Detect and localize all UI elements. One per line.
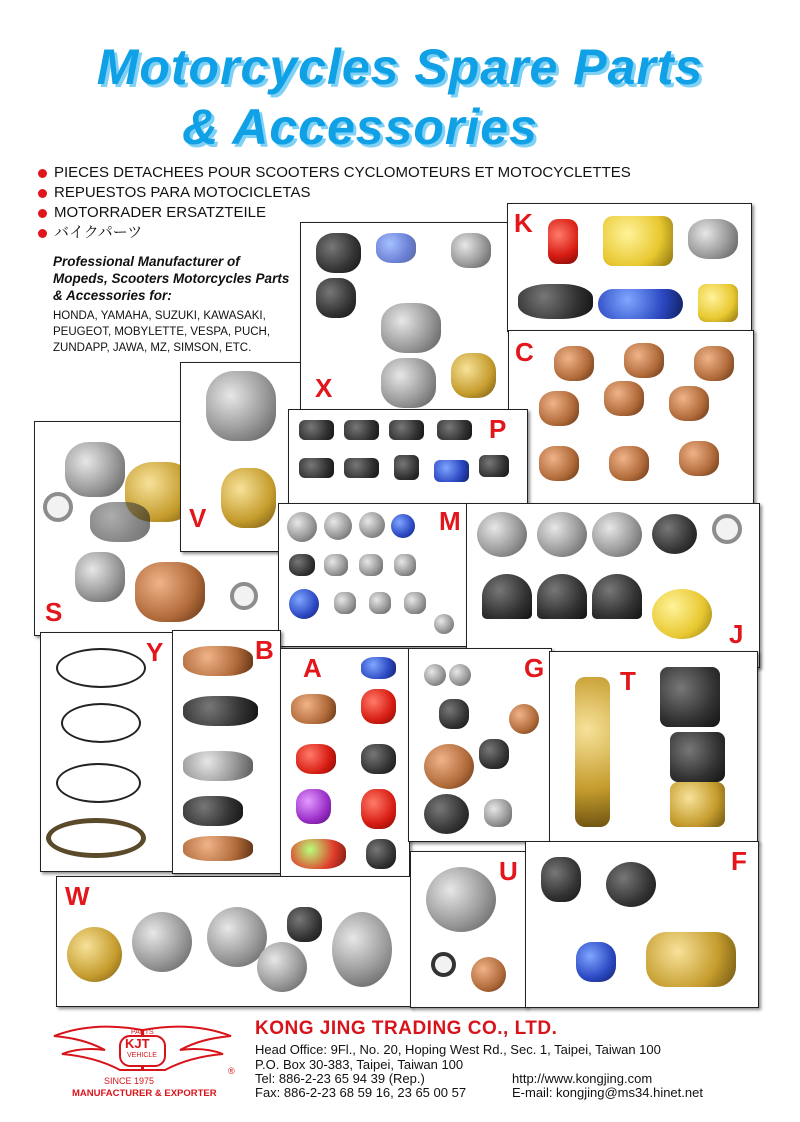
carburetor-image [221, 468, 276, 528]
panel-letter: K [514, 208, 533, 238]
brake-disc-image [132, 912, 192, 972]
language-item: MOTORRADER ERSATZTEILE [38, 203, 631, 223]
needle-bearing-image [359, 554, 383, 576]
caliper-image [287, 907, 322, 942]
language-item: バイクパーツ [38, 223, 631, 243]
panel-c-crankshafts [508, 330, 754, 504]
brake-shoe-image [537, 574, 587, 619]
panel-t-shocks [549, 651, 758, 843]
bullet-icon [38, 189, 47, 198]
gear-image [484, 799, 512, 827]
front-fork-image [670, 782, 725, 827]
manufacturer-tagline: Professional Manufacturer of Mopeds, Scooters Motorcycles Parts & Accessories for: [53, 254, 290, 303]
bullet-icon [38, 209, 47, 218]
crankshaft-image [679, 441, 719, 476]
brake-pad-image [479, 455, 509, 477]
bearing-image [359, 512, 385, 538]
clutch-image [592, 512, 642, 557]
gear-image [509, 704, 539, 734]
air-filter-image [548, 219, 578, 264]
stator-image [606, 862, 656, 907]
company-name: KONG JING TRADING CO., LTD. [255, 1018, 558, 1039]
brake-disc-image [67, 927, 122, 982]
filter-element-image [598, 289, 683, 319]
brake-shoe-image [482, 574, 532, 619]
shock-absorber-image [575, 677, 610, 827]
telephone: Tel: 886-2-23 65 94 39 (Rep.) [255, 1071, 425, 1086]
crankshaft-image [694, 346, 734, 381]
gasket-ring-image [431, 952, 456, 977]
cable-image [61, 703, 141, 743]
needle-bearing-image [324, 554, 348, 576]
logo-vehicle-text: VEHICLE [127, 1052, 157, 1059]
panel-g-gears [408, 648, 552, 842]
filter-foam-image [698, 284, 738, 322]
crankshaft-image [669, 386, 709, 421]
piston-ring-image [230, 582, 258, 610]
email-link[interactable]: E-mail: kongjing@ms34.hinet.net [512, 1085, 703, 1100]
brake-pad-image [389, 420, 424, 440]
kickstart-gear-image [439, 699, 469, 729]
cylinder-head-image [65, 442, 125, 497]
fender-image [296, 744, 336, 774]
front-fork-image [660, 667, 720, 727]
exhaust-image [183, 751, 253, 781]
bearing-image [434, 614, 454, 634]
bearing-image [324, 512, 352, 540]
brake-pad-image [344, 420, 379, 440]
reed-block-image [451, 233, 491, 268]
panel-letter: M [439, 506, 461, 536]
gear-image [424, 794, 469, 834]
panel-f-electrical [525, 841, 759, 1008]
brake-disc-image [257, 942, 307, 992]
panel-w-brake-discs [56, 876, 412, 1007]
ignition-coil-image [576, 942, 616, 982]
drive-belt-image [46, 818, 146, 858]
panel-letter: T [620, 666, 636, 696]
since-text: SINCE 1975 [104, 1076, 155, 1086]
bearing-image [391, 514, 415, 538]
panel-a-lights-covers [280, 648, 410, 878]
page-title-line-2: & Accessories [182, 99, 538, 155]
crankshaft-image [539, 446, 579, 481]
panel-letter: P [489, 414, 507, 444]
reed-block-image [451, 353, 496, 398]
cdi-unit-image [541, 857, 581, 902]
panel-letter: V [189, 503, 207, 533]
crankshaft-image [624, 343, 664, 378]
cable-image [56, 648, 146, 688]
panel-x-reed-valves [300, 222, 509, 417]
fax: Fax: 886-2-23 68 59 16, 23 65 00 57 [255, 1085, 467, 1100]
panel-letter: S [45, 597, 63, 627]
diaphragm-image [471, 957, 506, 992]
brake-pad-image [299, 420, 334, 440]
clutch-image [537, 512, 587, 557]
air-box-image [518, 284, 593, 319]
bearing-image [334, 592, 356, 614]
gear-image [479, 739, 509, 769]
exhaust-image [183, 646, 253, 676]
brand-list: HONDA, YAMAHA, SUZUKI, KAWASAKI, PEUGEOT, MOBYLETTE, VESPA, PUCH, ZUNDAPP, JAWA, MZ, SIMSON, ETC. [53, 310, 271, 354]
needle-bearing-image [394, 554, 416, 576]
brake-shoe-image [592, 574, 642, 619]
language-item: PIECES DETACHEES POUR SCOOTERS CYCLOMOTEURS ET MOTOCYCLETTES [38, 163, 631, 183]
fan-cover-image [291, 839, 346, 869]
logo-kjt-text: KJT [125, 1036, 150, 1051]
headlight-image [361, 744, 396, 774]
turn-signal-image [291, 694, 336, 724]
clutch-bell-image [652, 514, 697, 554]
cover-image [296, 789, 331, 824]
clutch-image [477, 512, 527, 557]
panel-letter: C [515, 337, 534, 367]
clutch-spring-image [712, 514, 742, 544]
logo-parts-text: PARTS [131, 1029, 154, 1036]
panel-m-bearings [278, 503, 468, 647]
bullet-icon [38, 229, 47, 238]
headlight-image [366, 839, 396, 869]
exhaust-image [183, 836, 253, 861]
gear-image [424, 664, 446, 686]
filter-housing-image [688, 219, 738, 259]
cylinder-kit-image [135, 562, 205, 622]
panel-letter: B [255, 635, 274, 665]
carburetor-image [206, 371, 276, 441]
bullet-icon [38, 169, 47, 178]
piston-ring-image [43, 492, 73, 522]
reed-valve-image [316, 233, 361, 273]
crankshaft-image [604, 381, 644, 416]
cable-image [56, 763, 141, 803]
panel-letter: W [65, 881, 90, 911]
reed-block-image [381, 303, 441, 353]
bearing-image [287, 512, 317, 542]
website-link[interactable]: http://www.kongjing.com [512, 1071, 653, 1086]
exhaust-image [183, 796, 243, 826]
reed-gasket-image [381, 358, 436, 408]
intake-manifold-image [316, 278, 356, 318]
panel-letter: Y [146, 637, 164, 667]
panel-k-air-filters [507, 203, 752, 332]
crankshaft-image [609, 446, 649, 481]
filter-foam-image [603, 216, 673, 266]
variator-image [652, 589, 712, 639]
bearing-image [404, 592, 426, 614]
headlight-cover-image [361, 789, 396, 829]
panel-j-clutch [466, 503, 760, 668]
panel-letter: X [315, 373, 333, 403]
brake-pad-image [344, 458, 379, 478]
brake-pad-image [299, 458, 334, 478]
panel-letter: G [524, 653, 545, 683]
needle-bearing-image [289, 554, 315, 576]
manufacturer-exporter-text: MANUFACTURER & EXPORTER [72, 1088, 217, 1099]
crankshaft-image [554, 346, 594, 381]
panel-letter: J [729, 619, 744, 649]
headlight-image [361, 657, 396, 679]
panel-letter: A [303, 653, 322, 683]
exhaust-image [183, 696, 258, 726]
po-box-address: P.O. Box 30-383, Taipei, Taiwan 100 [255, 1057, 464, 1072]
panel-letter: F [731, 846, 747, 876]
panel-p-brake-pads [288, 409, 528, 504]
panel-b-exhausts [172, 630, 281, 874]
gasket-image [90, 502, 150, 542]
panel-y-cables-belts [40, 632, 174, 872]
fuel-pump-image [426, 867, 496, 932]
panel-letter: U [499, 856, 518, 886]
front-fork-image [670, 732, 725, 782]
registered-mark: ® [228, 1066, 235, 1076]
page-title-line-1: Motorcycles Spare Parts [96, 39, 704, 95]
gear-image [424, 744, 474, 789]
headlight-cover-image [361, 689, 396, 724]
crankshaft-image [539, 391, 579, 426]
language-item: REPUESTOS PARA MOTOCICLETAS [38, 183, 631, 203]
brake-pad-image [437, 420, 472, 440]
brake-pad-image [434, 460, 469, 482]
panel-u-fuel-pumps [410, 851, 527, 1008]
gear-image [449, 664, 471, 686]
starter-motor-image [646, 932, 736, 987]
gasket-image [376, 233, 416, 263]
bearing-image [289, 589, 319, 619]
bearing-image [369, 592, 391, 614]
wheel-rim-image [332, 912, 392, 987]
cylinder-kit-image [75, 552, 125, 602]
brake-pad-image [394, 455, 419, 480]
head-office-address: Head Office: 9Fl., No. 20, Hoping West Rd., Sec. 1, Taipei, Taiwan 100 [255, 1042, 661, 1057]
